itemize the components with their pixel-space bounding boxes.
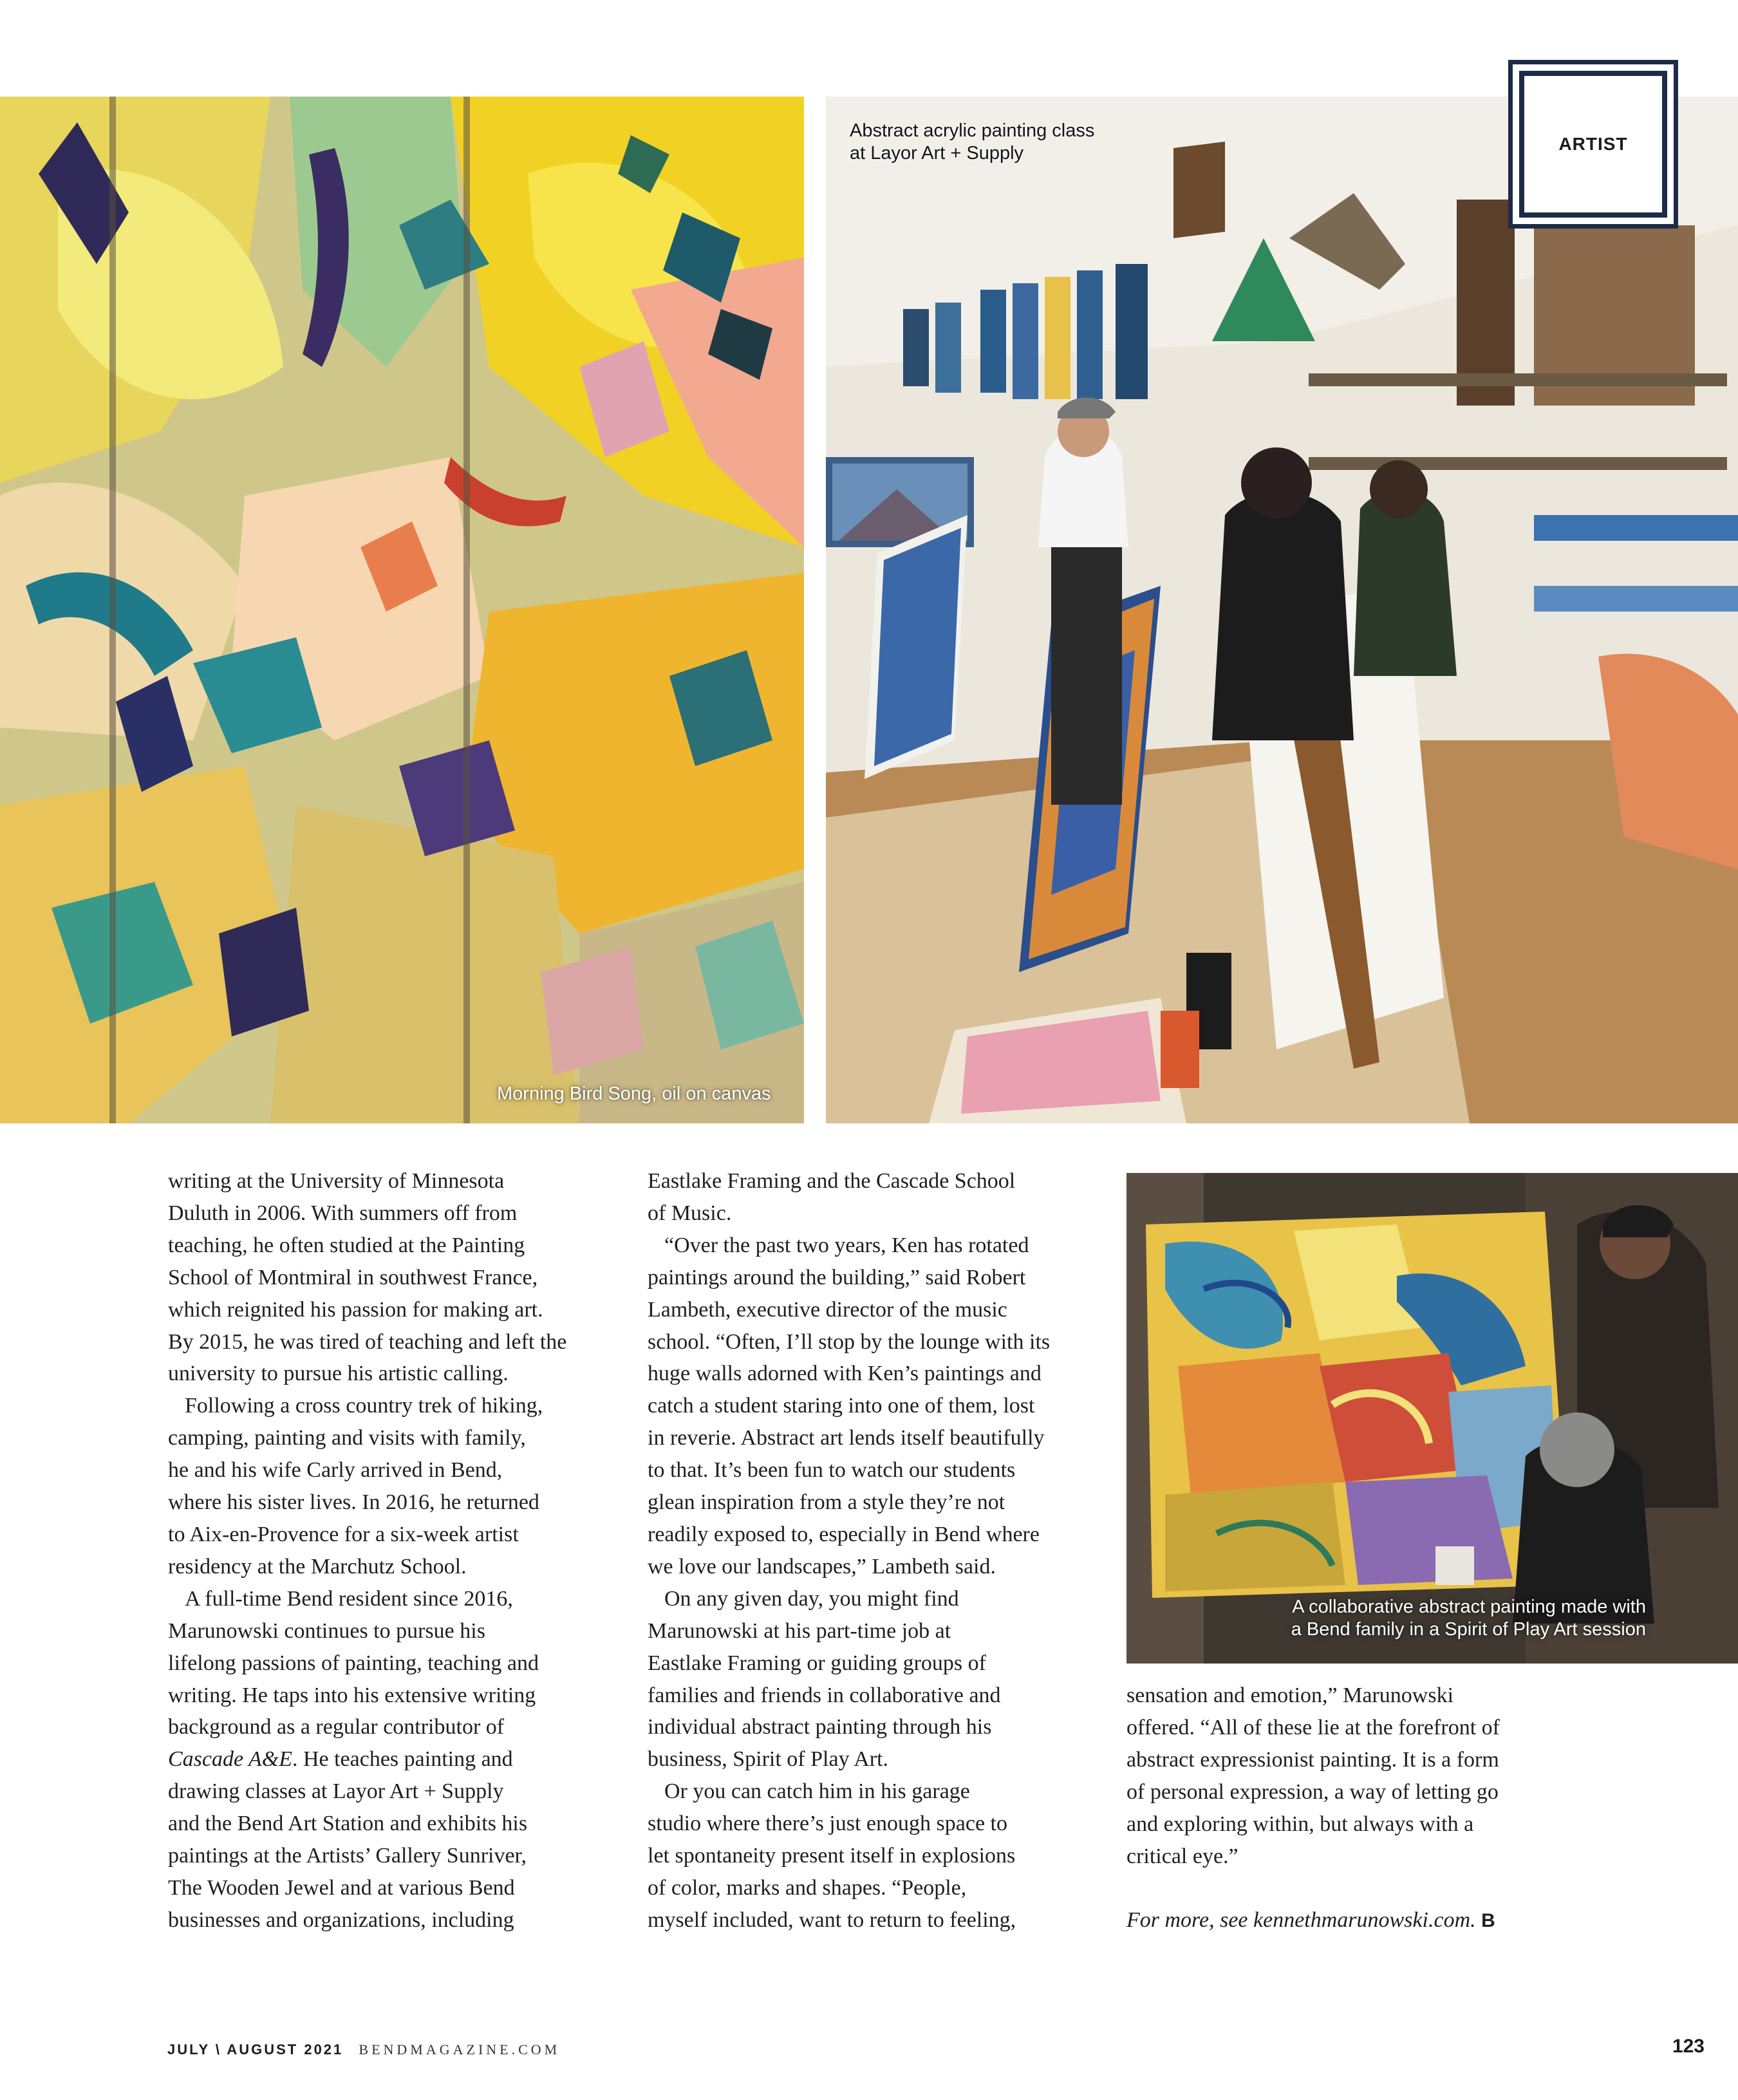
text-line: critical eye.”: [1126, 1844, 1238, 1868]
text-line: let spontaneity present itself in explosions: [648, 1844, 1016, 1868]
class-image: [826, 97, 1738, 1123]
collab-image: [1126, 1173, 1738, 1664]
footer-issue: [167, 2041, 560, 2058]
text-line: catch a student staring into one of them, lost: [648, 1394, 1035, 1418]
text-line: studio where there’s just enough space to: [648, 1812, 1007, 1836]
text-line: writing. He taps into his extensive writing: [168, 1683, 536, 1707]
text-line: residency at the Marchutz School.: [168, 1554, 467, 1579]
text-line: teaching, he often studied at the Painting: [168, 1233, 525, 1257]
text-line: Following a cross country trek of hiking,: [185, 1394, 543, 1418]
text-line: to that. It’s been fun to watch our students: [648, 1458, 1016, 1483]
text-line: On any given day, you might find: [664, 1586, 959, 1611]
caption-line: a Bend family in a Spirit of Play Art session: [1291, 1619, 1646, 1640]
text-line: Duluth in 2006. With summers off from: [168, 1201, 518, 1225]
text-line: Or you can catch him in his garage: [664, 1779, 970, 1804]
end-mark: B: [1481, 1910, 1494, 1932]
class-photo-caption: [850, 120, 1094, 165]
text-line: glean inspiration from a style they’re not: [648, 1490, 1005, 1515]
collab-photo: [1126, 1173, 1738, 1664]
text-line: of personal expression, a way of letting go: [1126, 1779, 1499, 1804]
text-line: By 2015, he was tired of teaching and left the: [168, 1329, 567, 1354]
text-line: writing at the University of Minnesota: [168, 1169, 505, 1193]
text-line: A full-time Bend resident since 2016,: [185, 1586, 513, 1611]
body-column-1: [168, 1165, 566, 1936]
text-line: huge walls adorned with Ken’s paintings and: [648, 1362, 1042, 1386]
text-line: individual abstract painting through his: [648, 1715, 992, 1739]
section-tag: [1508, 60, 1678, 229]
text-line: paintings around the building,” said Robert: [648, 1265, 1026, 1289]
text-line: Cascade A&E. He teaches painting and: [168, 1747, 513, 1772]
text-line: School of Montmiral in southwest France,: [168, 1265, 538, 1289]
text-line: of Music.: [648, 1201, 732, 1225]
text-line: Eastlake Framing and the Cascade School: [648, 1169, 1016, 1193]
text-line: Eastlake Framing or guiding groups of: [648, 1651, 986, 1675]
text-line: we love our landscapes,” Lambeth said.: [648, 1554, 996, 1579]
text-line: and the Bend Art Station and exhibits his: [168, 1812, 528, 1836]
text-line: he and his wife Carly arrived in Bend,: [168, 1458, 503, 1483]
text-line: businesses and organizations, including: [168, 1908, 514, 1932]
painting-caption: [497, 1083, 771, 1105]
caption-line: A collaborative abstract painting made with: [1292, 1597, 1646, 1617]
text-line: to Aix-en-Provence for a six-week artist: [168, 1522, 519, 1546]
text-line: Marunowski continues to pursue his: [168, 1618, 485, 1643]
text-line: business, Spirit of Play Art.: [648, 1747, 889, 1772]
caption-line: Morning Bird Song, oil on canvas: [497, 1083, 771, 1104]
section-tag-label: ARTIST: [1558, 134, 1628, 154]
text-line: background as a regular contributor of: [168, 1715, 505, 1739]
text-line: myself included, want to return to feeling,: [648, 1908, 1016, 1932]
painting-image: [0, 97, 804, 1123]
body-column-3: [1126, 1680, 1500, 1937]
text-line: in reverie. Abstract art lends itself beautifully: [648, 1426, 1045, 1450]
website-reference: For more, see kennethmarunowski.com.: [1126, 1908, 1476, 1933]
text-line: school. “Often, I’ll stop by the lounge with its: [648, 1329, 1051, 1354]
text-line: where his sister lives. In 2016, he returned: [168, 1490, 539, 1515]
text-line: readily exposed to, especially in Bend where: [648, 1522, 1040, 1546]
text-line: of color, marks and shapes. “People,: [648, 1875, 967, 1900]
text-line: [1126, 1904, 1500, 1937]
text-line: Marunowski at his part-time job at: [648, 1618, 951, 1643]
page-number: 123: [1672, 2036, 1705, 2057]
text-line: university to pursue his artistic calling.: [168, 1362, 509, 1386]
text-line: drawing classes at Layor Art + Supply: [168, 1779, 504, 1804]
text-line: lifelong passions of painting, teaching and: [168, 1651, 539, 1675]
class-photo: [826, 97, 1738, 1123]
text-line: abstract expressionist painting. It is a form: [1126, 1747, 1499, 1772]
collab-photo-caption: [1291, 1596, 1646, 1641]
text-line: sensation and emotion,” Marunowski: [1126, 1683, 1454, 1707]
body-column-2: [648, 1165, 1050, 1936]
text-line: and exploring within, but always with a: [1126, 1812, 1474, 1836]
footer-site: BENDMAGAZINE.COM: [359, 2041, 561, 2058]
issue-date: JULY \ AUGUST 2021: [167, 2041, 344, 2058]
painting-photo: [0, 97, 804, 1123]
text-line: camping, painting and visits with family,: [168, 1426, 526, 1450]
caption-line: Abstract acrylic painting class: [850, 120, 1095, 141]
text-line: offered. “All of these lie at the forefront of: [1126, 1715, 1500, 1739]
text-line: families and friends in collaborative and: [648, 1683, 1001, 1707]
caption-line: at Layor Art + Supply: [850, 143, 1024, 164]
publication-title: Cascade A&E: [168, 1747, 292, 1772]
text-line: “Over the past two years, Ken has rotated: [664, 1233, 1029, 1257]
text-line: paintings at the Artists’ Gallery Sunriver,: [168, 1844, 527, 1868]
text-line: which reignited his passion for making art.: [168, 1297, 543, 1322]
text-line: Lambeth, executive director of the music: [648, 1297, 1007, 1322]
text-line: The Wooden Jewel and at various Bend: [168, 1875, 515, 1900]
